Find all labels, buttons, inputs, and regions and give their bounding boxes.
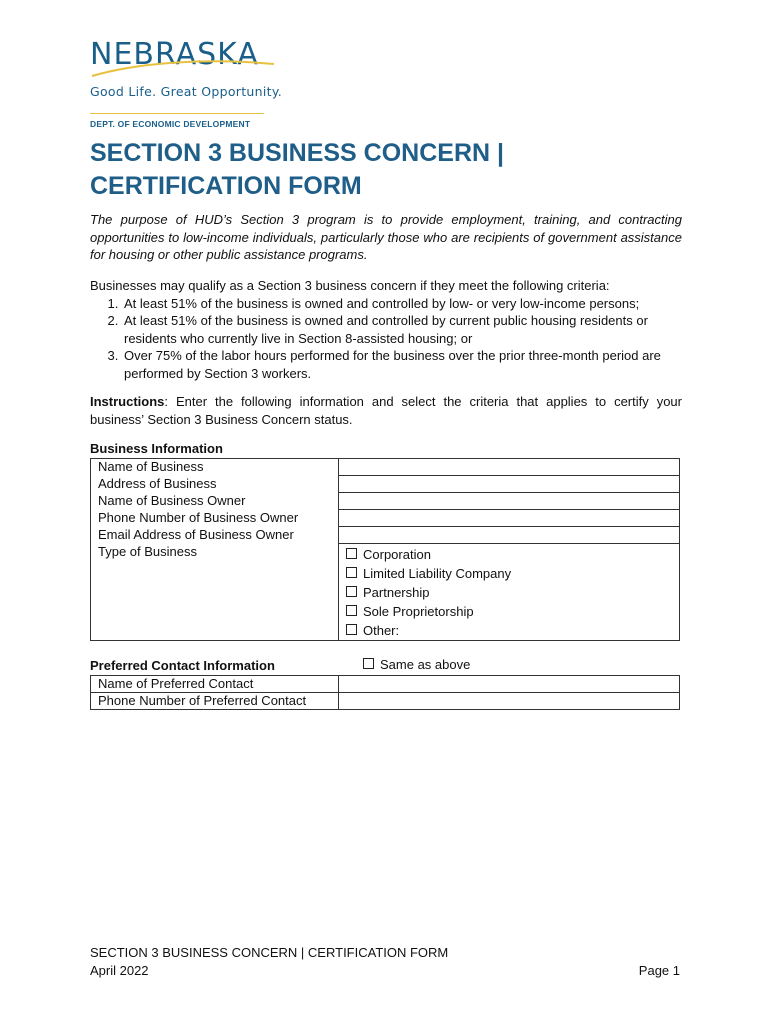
type-option-sole-proprietorship[interactable] [346, 602, 679, 621]
business-info-heading: Business Information [90, 441, 223, 456]
preferred-contact-name-field[interactable] [339, 676, 680, 693]
option-label: Sole Proprietorship [363, 604, 474, 619]
instructions-text: : Enter the following information and select the criteria that applies to certify your business’ Section 3 Business Concern status. [90, 394, 682, 427]
criteria-lead: Businesses may qualify as a Section 3 business concern if they meet the following criteria: [90, 278, 610, 293]
business-info-table [90, 458, 680, 641]
field-label: Name of Business [91, 459, 339, 476]
logo-divider [90, 113, 264, 114]
criteria-section [90, 277, 682, 382]
table-row [91, 510, 680, 527]
same-as-above-option[interactable] [363, 657, 470, 672]
instructions-paragraph [90, 393, 682, 428]
preferred-contact-phone-field[interactable] [339, 693, 680, 710]
owner-name-field[interactable] [339, 493, 680, 510]
page-number: Page 1 [638, 962, 680, 978]
type-option-partnership[interactable] [346, 583, 679, 602]
title-line-2: CERTIFICATION FORM [90, 172, 362, 200]
preferred-contact-heading: Preferred Contact Information [90, 658, 275, 673]
table-row [91, 693, 680, 710]
type-option-corporation[interactable] [346, 545, 679, 564]
checkbox-icon[interactable] [346, 605, 357, 616]
criteria-item: 1. At least 51% of the business is owned and controlled by low- or very low-income persons; [122, 295, 682, 313]
title-line-1: SECTION 3 BUSINESS CONCERN | [90, 139, 505, 167]
page-footer [90, 944, 680, 979]
table-row [91, 676, 680, 693]
table-row [91, 527, 680, 544]
business-name-field[interactable] [339, 459, 680, 476]
owner-phone-field[interactable] [339, 510, 680, 527]
checkbox-icon[interactable] [346, 624, 357, 635]
business-address-field[interactable] [339, 476, 680, 493]
criteria-list [90, 295, 682, 383]
option-label: Partnership [363, 585, 430, 600]
field-label: Email Address of Business Owner [91, 527, 339, 544]
field-label: Phone Number of Preferred Contact [91, 693, 339, 710]
type-option-other[interactable] [346, 621, 679, 640]
logo-swoosh-icon [90, 54, 276, 78]
page-title [90, 137, 690, 203]
checkbox-icon[interactable] [346, 567, 357, 578]
nebraska-logo [90, 37, 290, 129]
footer-title: SECTION 3 BUSINESS CONCERN | CERTIFICATION FORM [90, 945, 449, 960]
field-label: Type of Business [91, 544, 339, 641]
same-as-above-label: Same as above [380, 657, 471, 672]
field-label: Name of Preferred Contact [91, 676, 339, 693]
logo-department: DEPT. OF ECONOMIC DEVELOPMENT [90, 119, 251, 129]
option-label: Corporation [363, 547, 431, 562]
owner-email-field[interactable] [339, 527, 680, 544]
business-type-options [339, 544, 680, 641]
footer-date: April 2022 [90, 962, 149, 978]
table-row [91, 476, 680, 493]
field-label: Address of Business [91, 476, 339, 493]
checkbox-icon[interactable] [363, 658, 374, 669]
table-row [91, 544, 680, 641]
table-row [91, 493, 680, 510]
criteria-item: 2. At least 51% of the business is owned and controlled by current public housing residents or residents who currently live in Section 8-assisted housing; or [122, 312, 682, 347]
intro-paragraph: The purpose of HUD’s Section 3 program is to provide employment, training, and contracting opportunities to low-income individuals, particularly those who are recipients of government assistance for housing or other public assistance programs. [90, 212, 682, 262]
instructions-label: Instructions [90, 394, 165, 409]
checkbox-icon[interactable] [346, 548, 357, 559]
checkbox-icon[interactable] [346, 586, 357, 597]
field-label: Phone Number of Business Owner [91, 510, 339, 527]
logo-wordmark: NEBRASKA [90, 37, 259, 72]
table-row [91, 459, 680, 476]
type-option-llc[interactable] [346, 564, 679, 583]
criteria-item: 3. Over 75% of the labor hours performed for the business over the prior three-month period are performed by Section 3 workers. [122, 347, 682, 382]
option-label: Other: [363, 623, 400, 638]
logo-tagline: Good Life. Great Opportunity. [90, 84, 283, 99]
option-label: Limited Liability Company [363, 566, 512, 581]
preferred-contact-table [90, 675, 680, 710]
field-label: Name of Business Owner [91, 493, 339, 510]
